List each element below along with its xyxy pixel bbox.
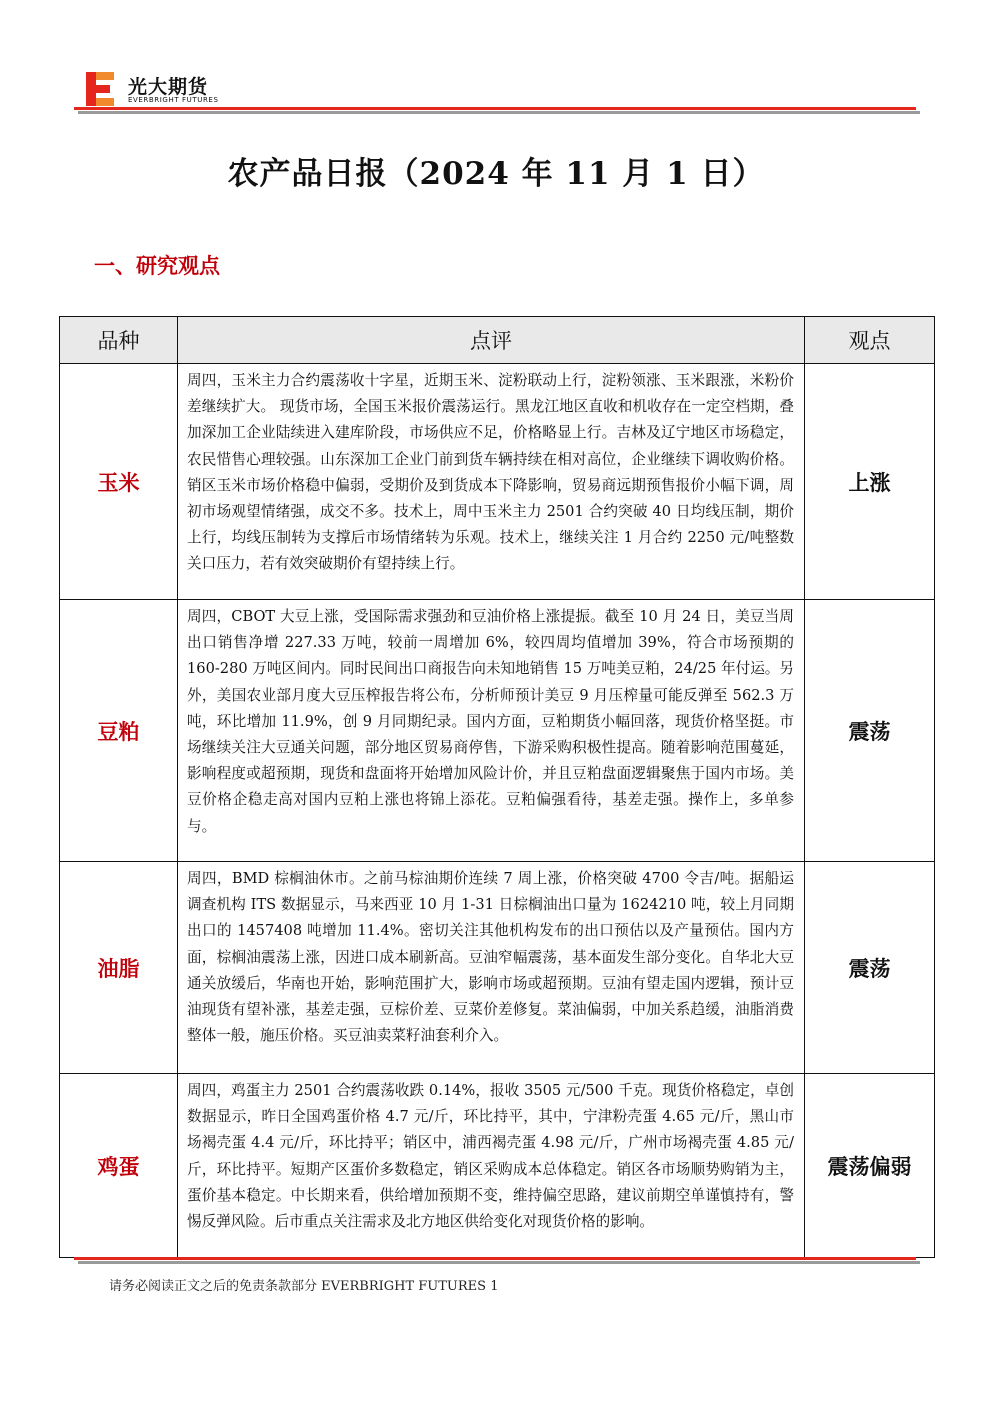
table-header-row <box>60 317 935 364</box>
view-cell: 震荡 <box>805 862 935 1074</box>
header-divider-shadow <box>78 111 920 114</box>
table-row <box>60 862 935 1074</box>
header-variety: 品种 <box>60 317 178 364</box>
comment-cell: 周四，CBOT 大豆上涨，受国际需求强劲和豆油价格上涨提振。截至 10 月 24 日，美豆当周出口销售净增 227.33 万吨，较前一周增加 6%，较四周均值增加 39%，符合市场预期的 160-280 万吨区间内。同时民间出口商报告向未知地销售 15 万吨美豆粕，24/25 年付运。另外，美国农业部月度大豆压榨报告将公布，分析师预计美豆 9 月压榨量可能反弹至 562.3 万吨，环比增加 11.9%，创 9 月同期纪录。国内方面，豆粕期货小幅回落，现货价格坚挺。市场继续关注大豆通关问题，部分地区贸易商停售，下游采购积极性提高。随着影响范围蔓延，影响程度或超预期，现货和盘面将开始增加风险计价，并且豆粕盘面逻辑聚焦于国内市场。美豆价格企稳走高对国内豆粕上涨也将锦上添花。豆粕偏强看待，基差走强。操作上，多单参与。 <box>178 600 805 862</box>
table-row <box>60 1074 935 1258</box>
comment-cell: 周四，玉米主力合约震荡收十字星，近期玉米、淀粉联动上行，淀粉领涨、玉米跟涨，米粉价差继续扩大。 现货市场，全国玉米报价震荡运行。黑龙江地区直收和机收存在一定空档期，叠加深加工企业陆续进入建库阶段，市场供应不足，价格略显上行。吉林及辽宁地区市场稳定，农民惜售心理较强。山东深加工企业门前到货车辆持续在相对高位，企业继续下调收购价格。销区玉米市场价格稳中偏弱，受期价及到货成本下降影响，贸易商远期预售报价小幅下调，周初市场观望情绪强，成交不多。技术上，周中玉米主力 2501 合约突破 40 日均线压制，期价上行，均线压制转为支撑后市场情绪转为乐观。技术上，继续关注 1 月合约 2250 元/吨整数关口压力，若有效突破期价有望持续上行。 <box>178 364 805 600</box>
header-comment: 点评 <box>178 317 805 364</box>
logo-name-cn: 光大期货 <box>128 76 209 98</box>
table-row <box>60 364 935 600</box>
logo-name-en: EVERBRIGHT FUTURES <box>128 96 219 104</box>
footer-divider <box>74 1257 916 1260</box>
research-table <box>59 316 935 1258</box>
section-heading: 一、研究观点 <box>94 253 220 278</box>
header-divider <box>74 107 916 110</box>
comment-cell: 周四，BMD 棕榈油休市。之前马棕油期价连续 7 周上涨，价格突破 4700 令吉/吨。据船运调查机构 ITS 数据显示，马来西亚 10 月 1-31 日棕榈油出口量为 1624210 吨，较上月同期出口的 1457408 吨增加 11.4%。密切关注其他机构发布的出口预估以及产量预估。国内方面，棕榈油震荡上涨，因进口成本刷新高。豆油窄幅震荡，基本面发生部分变化。自华北大豆通关放缓后，华南也开始，影响范围扩大，影响市场或超预期。豆油有望走国内逻辑，预计豆油现货有望补涨，基差走强，豆棕价差、豆菜价差修复。菜油偏弱，中加关系趋缓，油脂消费整体一般，施压价格。买豆油卖菜籽油套利介入。 <box>178 862 805 1074</box>
variety-cell: 玉米 <box>60 364 178 600</box>
variety-cell: 油脂 <box>60 862 178 1074</box>
footer-disclaimer: 请务必阅读正文之后的免责条款部分 EVERBRIGHT FUTURES 1 <box>109 1279 499 1294</box>
variety-cell: 豆粕 <box>60 600 178 862</box>
table-row <box>60 600 935 862</box>
report-title: 农产品日报（2024 年 11 月 1 日） <box>227 156 765 192</box>
view-cell: 上涨 <box>805 364 935 600</box>
logo-mark-icon <box>86 72 120 106</box>
footer-divider-shadow <box>78 1261 920 1264</box>
header-view: 观点 <box>805 317 935 364</box>
company-logo <box>86 70 236 110</box>
variety-cell: 鸡蛋 <box>60 1074 178 1258</box>
comment-cell: 周四，鸡蛋主力 2501 合约震荡收跌 0.14%，报收 3505 元/500 千克。现货价格稳定，卓创数据显示，昨日全国鸡蛋价格 4.7 元/斤，环比持平，其中，宁津粉壳蛋 4.65 元/斤，黑山市场褐壳蛋 4.4 元/斤，环比持平；销区中，浦西褐壳蛋 4.98 元/斤，广州市场褐壳蛋 4.85 元/斤，环比持平。短期产区蛋价多数稳定，销区采购成本总体稳定。销区各市场顺势购销为主，蛋价基本稳定。中长期来看，供给增加预期不变，维持偏空思路，建议前期空单谨慎持有，警惕反弹风险。后市重点关注需求及北方地区供给变化对现货价格的影响。 <box>178 1074 805 1258</box>
view-cell: 震荡偏弱 <box>805 1074 935 1258</box>
view-cell: 震荡 <box>805 600 935 862</box>
